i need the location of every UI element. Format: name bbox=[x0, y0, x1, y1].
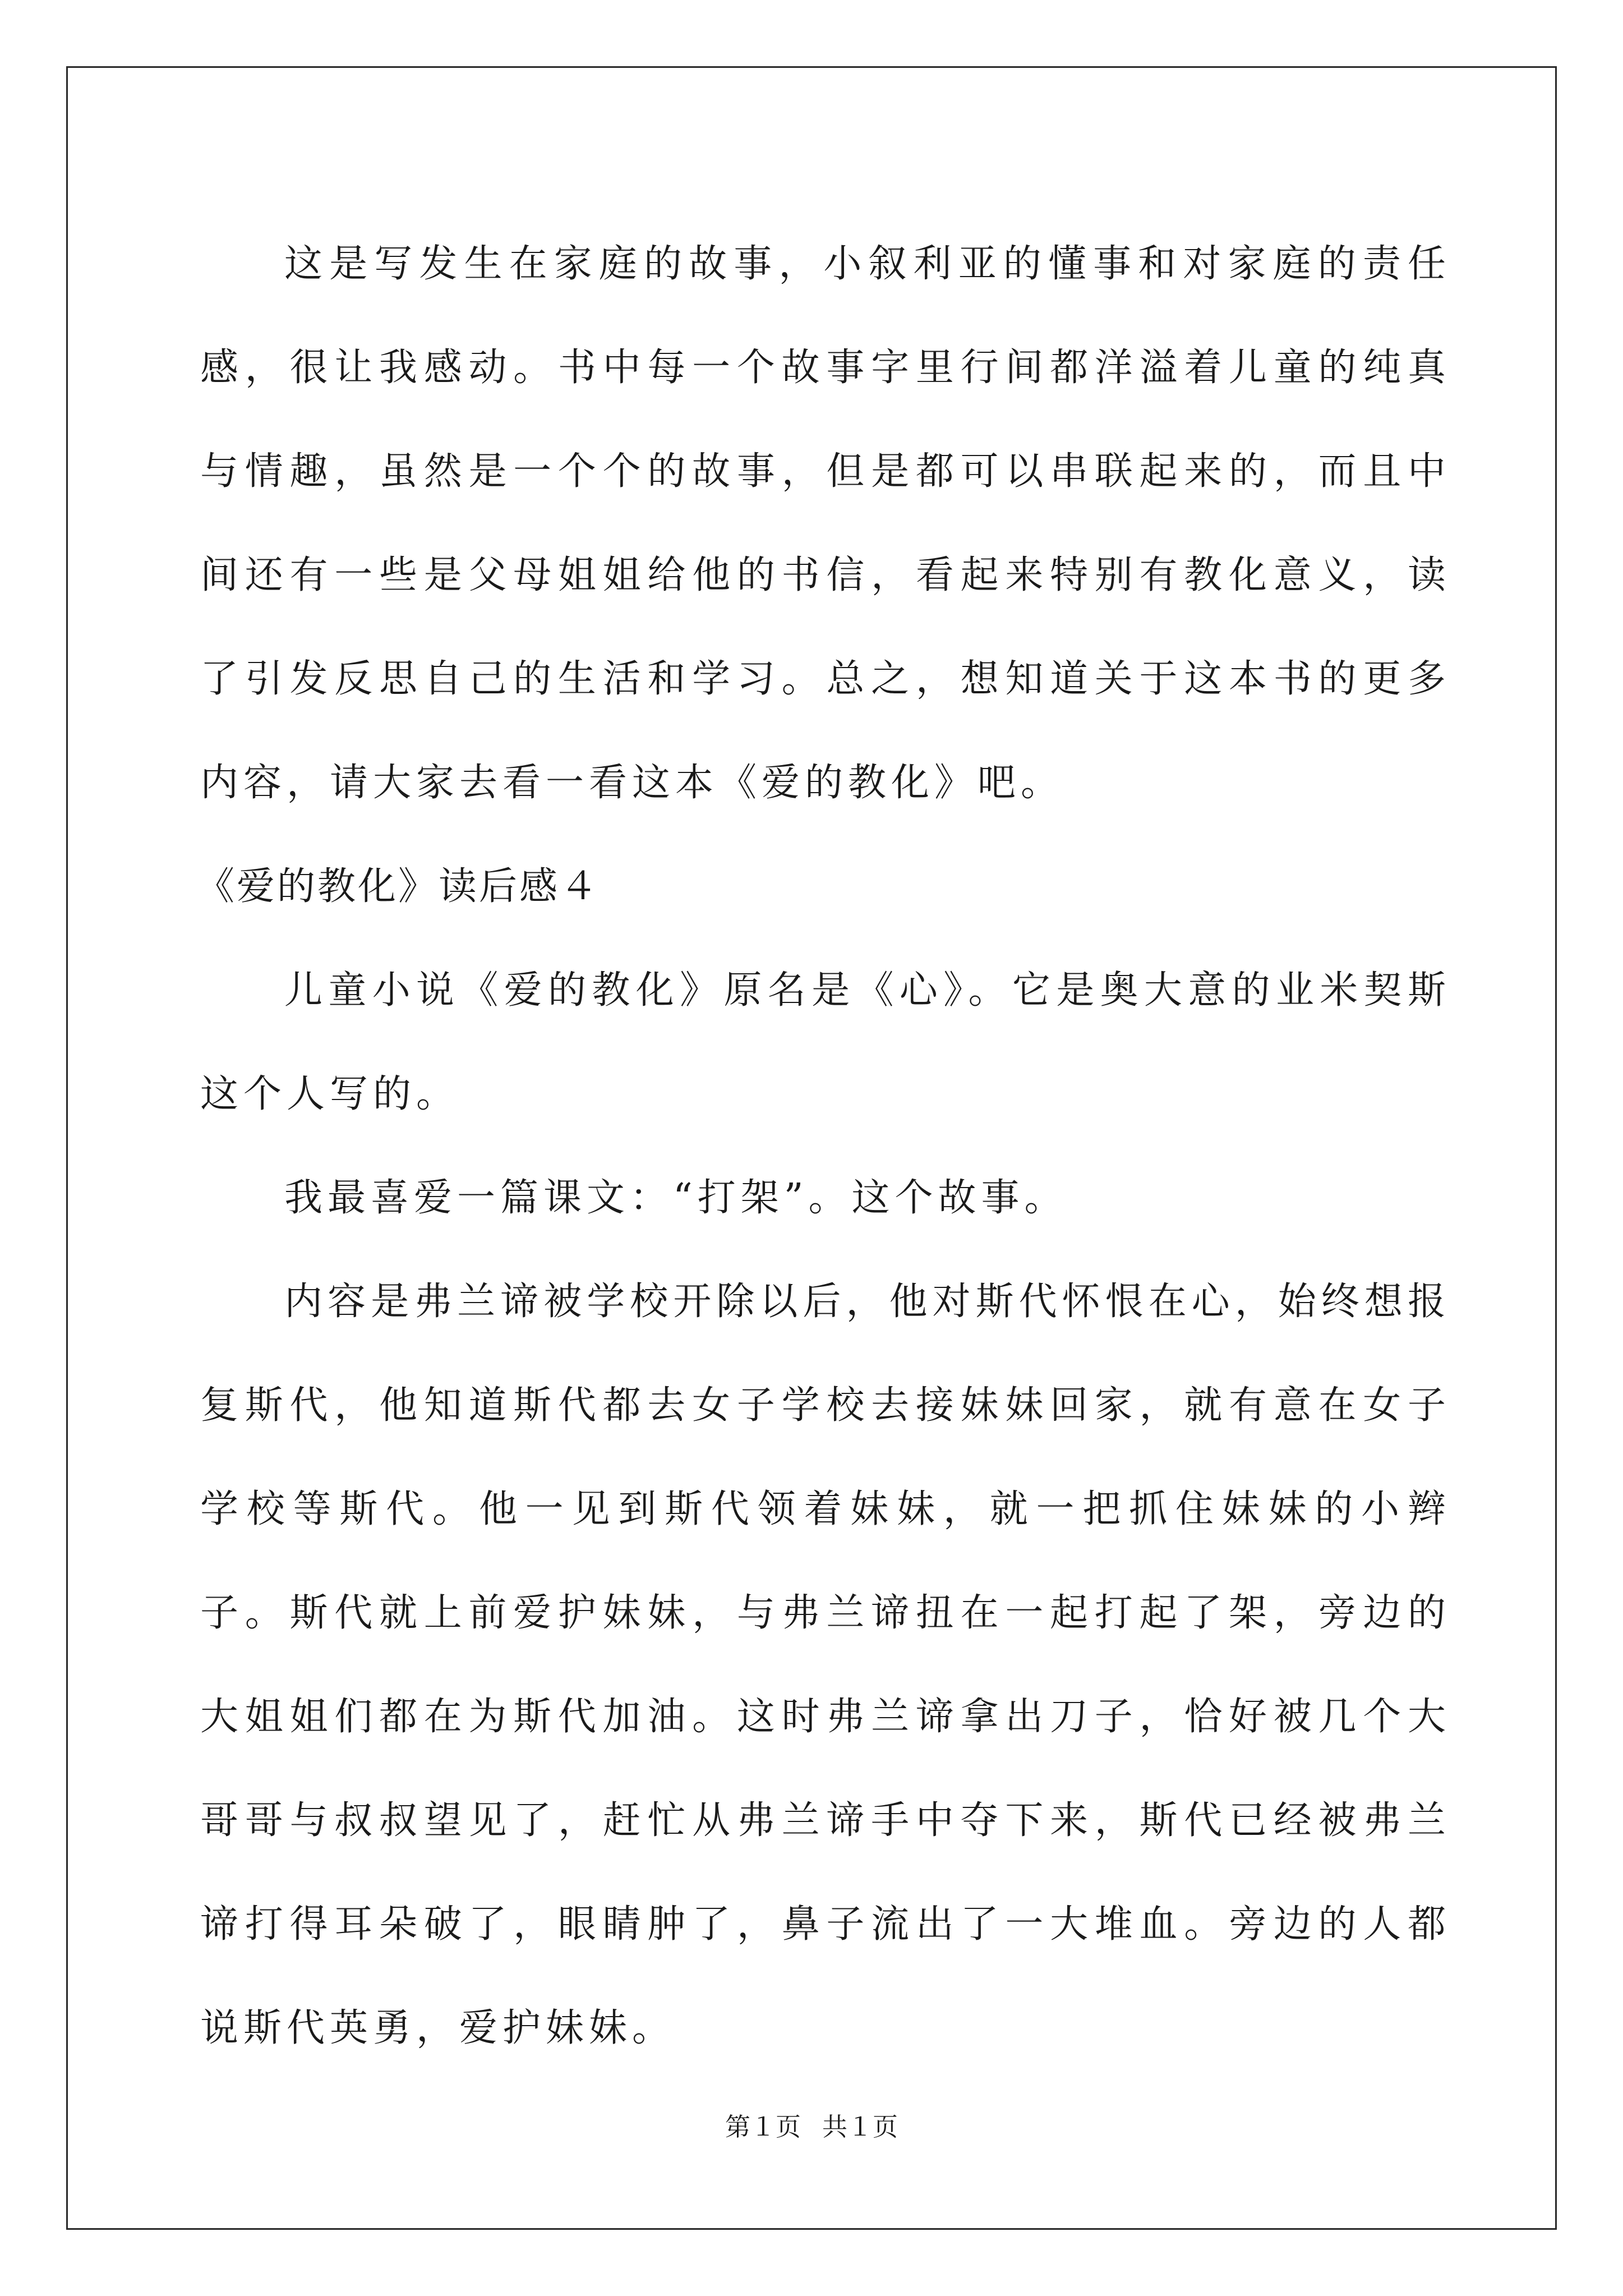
page-number: 第１页 bbox=[725, 2112, 801, 2142]
section-heading: 《爱的教化》读后感４ bbox=[196, 864, 601, 909]
paragraph: 内容是弗兰谛被学校开除以后，他对斯代怀恨在心，始终想报复斯代，他知道斯代都去女子学校去接妹妹回家，就有意在女子学校等斯代。他一见到斯代领着妹妹，就一把抓住妹妹的小辫子。斯代就上前爱护妹妹，与弗兰谛扭在一起打起了架，旁边的大姐姐们都在为斯代加油。这时弗兰谛拿出刀子，恰好被几个大哥哥与叔叔望见了，赶忙从弗兰谛手中夺下来，斯代已经被弗兰谛打得耳朵破了，眼睛肿了，鼻子流出了一大堆血。旁边的人都说斯代英勇，爱护妹妹。 bbox=[200, 1280, 1451, 2050]
paragraph: 这是写发生在家庭的故事，小叙利亚的懂事和对家庭的责任感，很让我感动。书中每一个故事字里行间都洋溢着儿童的纯真与情趣，虽然是一个个的故事，但是都可以串联起来的，而且中间还有一些是父母姐姐给他的书信，看起来特别有教化意义，读了引发反思自己的生活和学习。总之，想知道关于这本书的更多内容，请大家去看一看这本《爱的教化》吧。 bbox=[200, 242, 1451, 805]
paragraph: 儿童小说《爱的教化》原名是《心》。它是奥大意的业米契斯这个人写的。 bbox=[200, 968, 1451, 1116]
page-total: 共１页 bbox=[822, 2112, 898, 2142]
document-body bbox=[196, 212, 1451, 2080]
page-footer bbox=[0, 2110, 1623, 2144]
paragraph: 我最喜爱一篇课文：“打架”。这个故事。 bbox=[284, 1176, 1068, 1220]
